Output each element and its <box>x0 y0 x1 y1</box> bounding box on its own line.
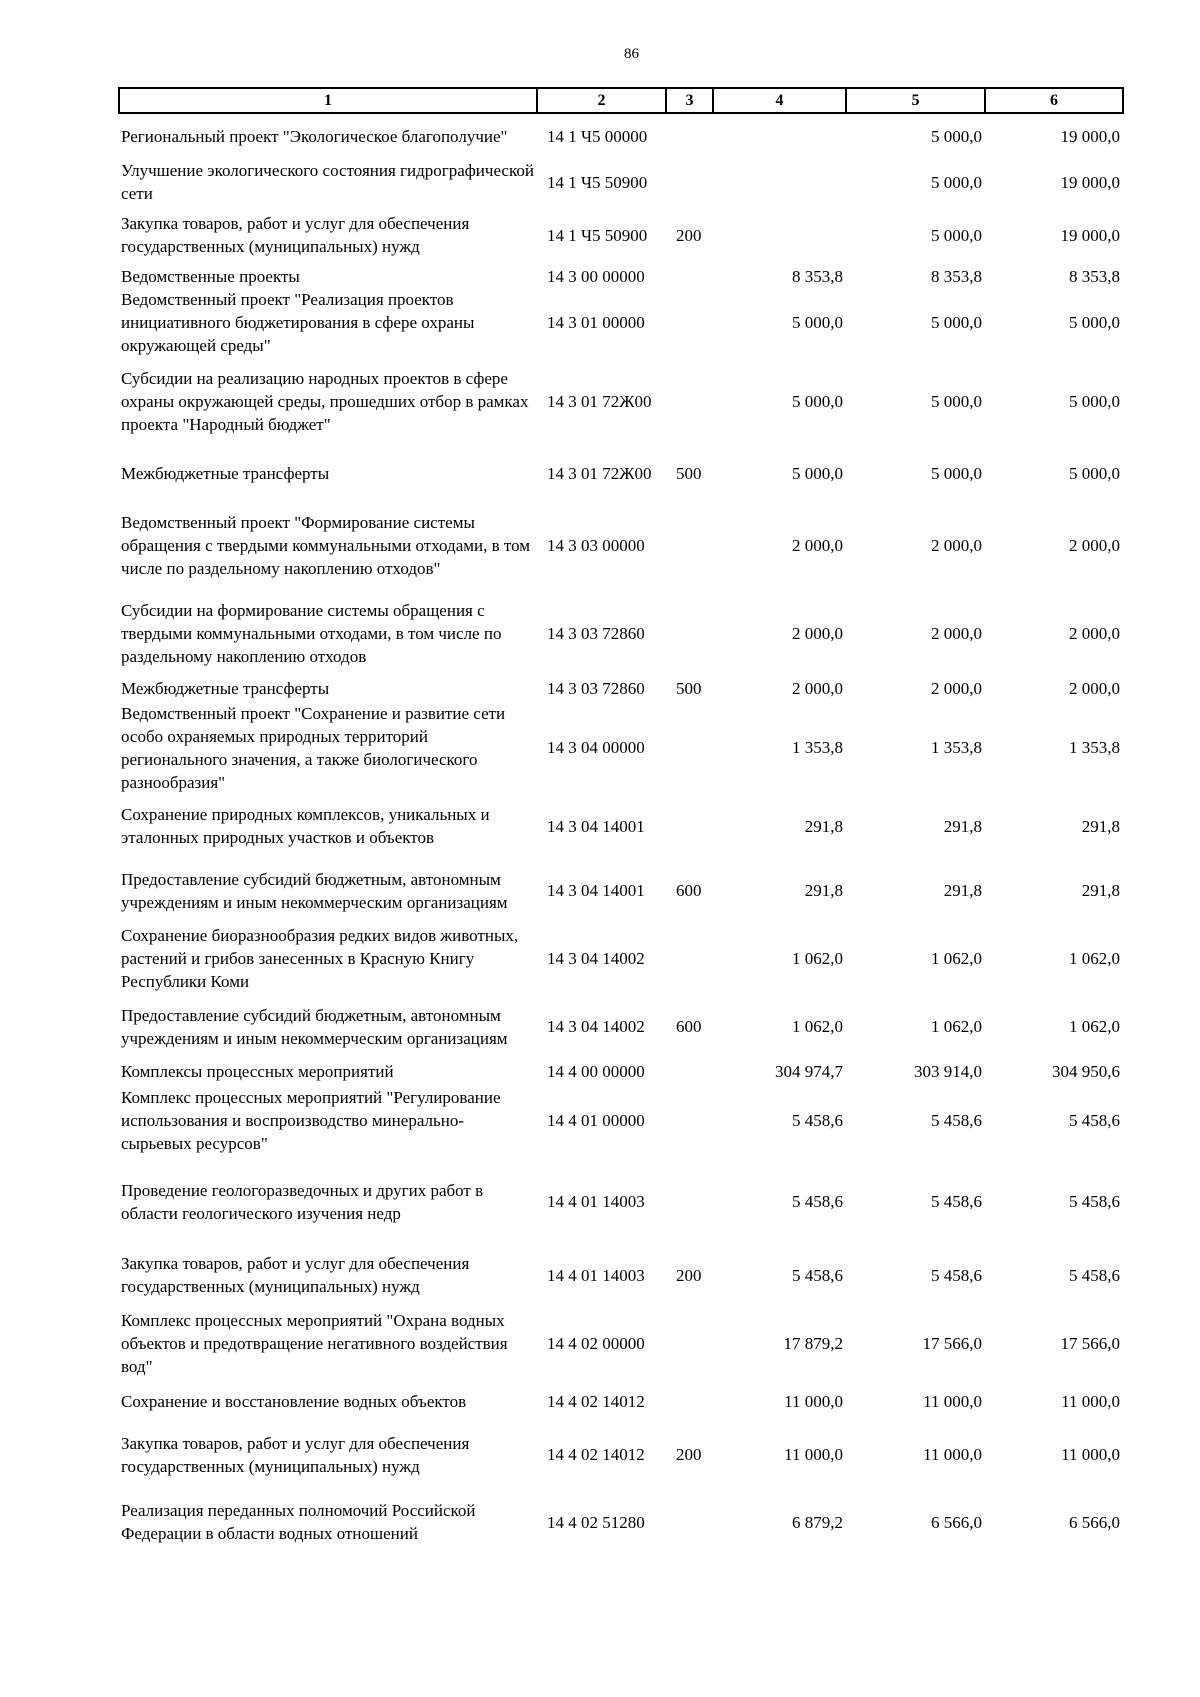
row-value-5: 291,8 <box>943 816 982 836</box>
row-value-4: 2 000,0 <box>792 535 843 555</box>
row-code: 14 4 01 00000 <box>547 1111 645 1130</box>
row-code: 14 3 01 72Ж00 <box>547 463 652 483</box>
row-value-5: 5 000,0 <box>931 313 982 332</box>
row-name: Сохранение природных комплексов, уникальных и эталонных природных участков и объектов <box>121 805 490 847</box>
table-row <box>119 1420 1123 1489</box>
row-expense-type <box>666 288 713 357</box>
row-value-4: 1 062,0 <box>792 1017 843 1036</box>
row-name: Межбюджетные трансферты <box>121 679 330 698</box>
row-code: 14 4 00 00000 <box>547 1062 645 1081</box>
row-value-5: 2 000,0 <box>931 535 982 555</box>
table-row <box>119 445 1123 501</box>
row-code: 14 4 02 00000 <box>547 1334 645 1353</box>
table-row <box>119 1060 1123 1083</box>
row-expense-type <box>666 924 713 993</box>
row-name: Сохранение и восстановление водных объектов <box>121 1391 467 1411</box>
row-expense-type: 500 <box>676 679 702 698</box>
row-code: 14 4 02 14012 <box>547 1445 645 1464</box>
header-col-6: 6 <box>985 88 1123 113</box>
row-value-4 <box>713 113 846 159</box>
row-value-5: 5 000,0 <box>931 127 982 146</box>
table-row <box>119 265 1123 288</box>
row-code: 14 3 04 14001 <box>547 816 645 836</box>
row-expense-type <box>666 589 713 677</box>
row-expense-type <box>666 1382 713 1420</box>
table-row <box>119 1489 1123 1555</box>
row-value-5: 5 000,0 <box>931 391 982 411</box>
row-value-5: 2 000,0 <box>931 679 982 698</box>
row-code: 14 3 00 00000 <box>547 267 645 286</box>
row-expense-type <box>666 795 713 857</box>
row-code: 14 4 02 51280 <box>547 1512 645 1532</box>
row-value-4: 5 458,6 <box>792 1265 843 1285</box>
row-code: 14 3 03 72860 <box>547 623 645 643</box>
row-value-5: 1 062,0 <box>931 1017 982 1036</box>
row-expense-type: 200 <box>676 1265 702 1285</box>
row-value-5: 291,8 <box>943 881 982 900</box>
row-value-5: 17 566,0 <box>922 1334 982 1353</box>
header-col-3: 3 <box>666 88 713 113</box>
budget-table <box>118 87 1124 1555</box>
row-code: 14 1 Ч5 50900 <box>547 172 648 192</box>
row-value-5: 8 353,8 <box>931 267 982 286</box>
row-expense-type <box>666 1489 713 1555</box>
row-name: Комплексы процессных мероприятий <box>121 1062 394 1081</box>
row-value-6: 1 353,8 <box>1069 738 1120 757</box>
row-value-4: 304 974,7 <box>775 1062 843 1081</box>
row-code: 14 4 02 14012 <box>547 1391 645 1411</box>
row-value-5: 5 000,0 <box>931 225 982 245</box>
row-name: Закупка товаров, работ и услуг для обеспечения государственных (муниципальных) нужд <box>121 214 470 256</box>
row-value-6: 8 353,8 <box>1069 267 1120 286</box>
row-value-5: 5 000,0 <box>931 172 982 192</box>
table-row <box>119 159 1123 205</box>
row-expense-type: 600 <box>676 1017 702 1036</box>
row-value-4: 11 000,0 <box>784 1391 843 1411</box>
row-value-5: 303 914,0 <box>914 1062 982 1081</box>
row-value-6: 2 000,0 <box>1069 623 1120 643</box>
table-row <box>119 113 1123 159</box>
row-name: Улучшение экологического состояния гидрографической сети <box>121 161 534 203</box>
row-name: Межбюджетные трансферты <box>121 463 330 483</box>
row-name: Комплекс процессных мероприятий "Охрана водных объектов и предотвращение негативного воздействия вод" <box>121 1311 508 1376</box>
header-col-1: 1 <box>119 88 537 113</box>
row-code: 14 3 04 14002 <box>547 949 645 968</box>
row-value-4: 5 000,0 <box>792 391 843 411</box>
row-value-4: 1 062,0 <box>792 949 843 968</box>
header-col-5: 5 <box>846 88 985 113</box>
row-value-6: 5 000,0 <box>1069 313 1120 332</box>
row-expense-type <box>666 113 713 159</box>
row-value-6: 19 000,0 <box>1060 127 1120 146</box>
row-value-4: 8 353,8 <box>792 267 843 286</box>
row-code: 14 3 01 00000 <box>547 313 645 332</box>
row-expense-type: 500 <box>676 463 702 483</box>
row-value-5: 5 458,6 <box>931 1265 982 1285</box>
row-code: 14 3 04 00000 <box>547 738 645 757</box>
row-name: Субсидии на формирование системы обращения с твердыми коммунальными отходами, в том числе по раздельному накоплению отходов <box>121 600 502 666</box>
row-code: 14 1 Ч5 00000 <box>547 127 648 146</box>
row-value-4 <box>713 205 846 265</box>
row-value-5: 1 062,0 <box>931 949 982 968</box>
row-name: Ведомственный проект "Реализация проектов инициативного бюджетирования в сфере охраны окружающей среды" <box>121 290 475 355</box>
row-name: Региональный проект "Экологическое благополучие" <box>121 127 508 146</box>
row-name: Комплекс процессных мероприятий "Регулирование использования и воспроизводство минерально-сырьевых ресурсов" <box>121 1088 501 1153</box>
row-value-6: 2 000,0 <box>1069 679 1120 698</box>
row-expense-type: 200 <box>676 1445 702 1464</box>
row-expense-type: 200 <box>676 225 702 245</box>
row-value-4 <box>713 159 846 205</box>
row-value-5: 11 000,0 <box>923 1445 982 1464</box>
table-header <box>119 88 1123 113</box>
row-value-6: 17 566,0 <box>1060 1334 1120 1353</box>
row-value-6: 2 000,0 <box>1069 535 1120 555</box>
table-row <box>119 1245 1123 1305</box>
row-value-4: 291,8 <box>804 816 843 836</box>
row-name: Ведомственный проект "Формирование системы обращения с твердыми коммунальными отходами, в том числе по раздельному накоплению отходов" <box>121 512 531 578</box>
row-value-6: 5 000,0 <box>1069 463 1120 483</box>
row-value-6: 1 062,0 <box>1069 1017 1120 1036</box>
row-name: Предоставление субсидий бюджетным, автономным учреждениям и иным некоммерческим организациям <box>121 1005 508 1048</box>
table-row <box>119 700 1123 795</box>
row-value-5: 6 566,0 <box>931 1512 982 1532</box>
row-code: 14 3 01 72Ж00 <box>547 391 652 411</box>
row-expense-type <box>666 1083 713 1158</box>
row-value-6: 11 000,0 <box>1061 1391 1120 1411</box>
page-number: 86 <box>624 46 639 62</box>
row-value-4: 5 000,0 <box>792 313 843 332</box>
row-value-6: 291,8 <box>1081 881 1120 900</box>
row-value-6: 19 000,0 <box>1060 225 1120 245</box>
row-expense-type <box>666 159 713 205</box>
row-value-4: 17 879,2 <box>783 1334 843 1353</box>
row-expense-type <box>666 501 713 589</box>
row-value-6: 6 566,0 <box>1069 1512 1120 1532</box>
row-name: Закупка товаров, работ и услуг для обеспечения государственных (муниципальных) нужд <box>121 1254 470 1296</box>
table-row <box>119 857 1123 924</box>
row-value-6: 5 458,6 <box>1069 1265 1120 1285</box>
row-value-5: 5 000,0 <box>931 463 982 483</box>
row-value-5: 11 000,0 <box>923 1391 982 1411</box>
table-row <box>119 288 1123 357</box>
table-row <box>119 501 1123 589</box>
row-value-5: 5 458,6 <box>931 1111 982 1130</box>
row-code: 14 3 04 14002 <box>547 1017 645 1036</box>
table-row <box>119 993 1123 1060</box>
row-expense-type <box>666 1060 713 1083</box>
row-code: 14 3 04 14001 <box>547 881 645 900</box>
row-value-5: 2 000,0 <box>931 623 982 643</box>
row-expense-type <box>666 265 713 288</box>
row-code: 14 4 01 14003 <box>547 1265 645 1285</box>
table-row <box>119 205 1123 265</box>
row-code: 14 3 03 72860 <box>547 679 645 698</box>
table-row <box>119 357 1123 445</box>
table-row <box>119 1305 1123 1382</box>
row-value-6: 11 000,0 <box>1061 1445 1120 1464</box>
row-name: Ведомственные проекты <box>121 267 300 286</box>
row-expense-type <box>666 357 713 445</box>
row-code: 14 4 01 14003 <box>547 1192 645 1211</box>
row-expense-type <box>666 1305 713 1382</box>
row-value-4: 1 353,8 <box>792 738 843 757</box>
row-value-6: 5 458,6 <box>1069 1111 1120 1130</box>
row-value-4: 5 000,0 <box>792 463 843 483</box>
row-value-4: 2 000,0 <box>792 623 843 643</box>
row-code: 14 1 Ч5 50900 <box>547 225 648 245</box>
table-row <box>119 589 1123 677</box>
row-name: Ведомственный проект "Сохранение и развитие сети особо охраняемых природных территорий регионального значения, а также биологического разнообразия" <box>121 703 506 792</box>
header-col-4: 4 <box>713 88 846 113</box>
row-expense-type: 600 <box>676 881 702 900</box>
row-value-6: 5 000,0 <box>1069 391 1120 411</box>
row-name: Сохранение биоразнообразия редких видов животных, растений и грибов занесенных в Красную Книгу Республики Коми <box>121 926 519 991</box>
table-row <box>119 1382 1123 1420</box>
row-value-4: 5 458,6 <box>792 1111 843 1130</box>
row-value-4: 11 000,0 <box>784 1445 843 1464</box>
table-row <box>119 677 1123 700</box>
table-row <box>119 1158 1123 1245</box>
header-col-2: 2 <box>537 88 666 113</box>
row-value-5: 1 353,8 <box>931 738 982 757</box>
table-body <box>119 113 1123 1555</box>
table-row <box>119 924 1123 993</box>
table-row <box>119 795 1123 857</box>
row-value-6: 291,8 <box>1081 816 1120 836</box>
header-row <box>119 88 1123 113</box>
row-value-4: 6 879,2 <box>792 1512 843 1532</box>
row-expense-type <box>666 700 713 795</box>
row-value-4: 5 458,6 <box>792 1192 843 1211</box>
row-name: Проведение геологоразведочных и других работ в области геологического изучения недр <box>121 1180 484 1223</box>
row-name: Закупка товаров, работ и услуг для обеспечения государственных (муниципальных) нужд <box>121 1433 470 1476</box>
row-expense-type <box>666 1158 713 1245</box>
row-value-6: 5 458,6 <box>1069 1192 1120 1211</box>
row-name: Предоставление субсидий бюджетным, автономным учреждениям и иным некоммерческим организациям <box>121 869 508 912</box>
row-value-6: 19 000,0 <box>1060 172 1120 192</box>
row-value-6: 304 950,6 <box>1052 1062 1120 1081</box>
row-value-6: 1 062,0 <box>1069 949 1120 968</box>
row-value-4: 291,8 <box>804 881 843 900</box>
table-row <box>119 1083 1123 1158</box>
row-name: Субсидии на реализацию народных проектов в сфере охраны окружающей среды, прошедших отбор в рамках проекта "Народный бюджет" <box>121 368 529 434</box>
row-name: Реализация переданных полномочий Российской Федерации в области водных отношений <box>121 1501 476 1543</box>
row-code: 14 3 03 00000 <box>547 535 645 555</box>
row-value-4: 2 000,0 <box>792 679 843 698</box>
row-value-5: 5 458,6 <box>931 1192 982 1211</box>
